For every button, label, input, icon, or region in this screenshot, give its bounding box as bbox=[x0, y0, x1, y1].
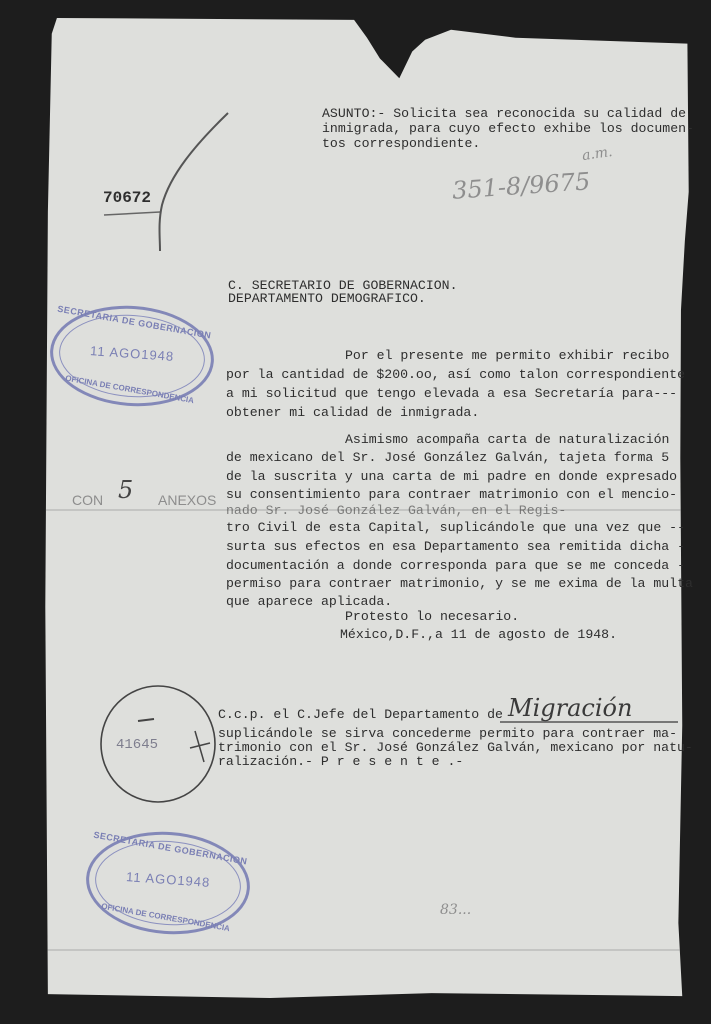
signature-underline bbox=[500, 718, 680, 726]
pencil-note-top: a.m. bbox=[581, 143, 614, 165]
stamp-title: SECRETARIA DE GOBERNACION bbox=[56, 303, 213, 341]
body-p2-line-8: documentación a donde corresponda para que se me conceda - bbox=[226, 558, 685, 573]
body-p1-line-4: obtener mi calidad de inmigrada. bbox=[226, 405, 480, 420]
ccp-line-1: C.c.p. el C.Jefe del Departamento de bbox=[218, 707, 503, 722]
annex-label-right: ANEXOS bbox=[158, 492, 217, 508]
subject-line-2: inmigrada, para cuyo efecto exhibe los documen- bbox=[322, 121, 694, 136]
stamp-date: 11 AGO1948 bbox=[125, 869, 211, 890]
body-p2-line-9: permiso para contraer matrimonio, y se me exima de la multa bbox=[226, 576, 693, 591]
ccp-line-4: ralización.- P r e s e n t e .- bbox=[218, 754, 464, 769]
subject-line-1: ASUNTO:- Solicita sea reconocida su calidad de bbox=[322, 106, 687, 121]
file-number: 351-8/9675 bbox=[451, 167, 592, 205]
annex-count: 5 bbox=[118, 476, 134, 504]
stamp-subtitle: OFICINA DE CORRESPONDENCIA bbox=[64, 373, 195, 406]
body-p2-line-6: tro Civil de esta Capital, suplicándole que una vez que -- bbox=[226, 520, 685, 535]
body-p1-line-2: por la cantidad de $200.oo, así como talon correspondiente bbox=[226, 367, 685, 382]
body-p2-line-7: surta sus efectos en esa Departamento sea remitida dicha - bbox=[226, 539, 685, 554]
body-p2-line-2: de mexicano del Sr. José González Galván, tajeta forma 5 bbox=[226, 450, 670, 465]
stamp-subtitle: OFICINA DE CORRESPONDENCIA bbox=[100, 901, 231, 934]
place-date: México,D.F.,a 11 de agosto de 1948. bbox=[340, 627, 617, 642]
ccp-line-3: trimonio con el Sr. José González Galván, mexicano por natu- bbox=[218, 740, 693, 755]
body-p2-line-4: su consentimiento para contraer matrimonio con el mencio- bbox=[226, 487, 678, 502]
stamp-date: 11 AGO1948 bbox=[89, 343, 175, 364]
pencil-note-bottom: 83... bbox=[440, 902, 472, 918]
body-p2-line-3: de la suscrita y una carta de mi padre en donde expresado bbox=[226, 469, 678, 484]
closing-formula: Protesto lo necesario. bbox=[345, 609, 520, 624]
pencil-stroke bbox=[100, 105, 240, 255]
annex-label-left: CON bbox=[72, 492, 104, 508]
subject-line-3: tos correspondiente. bbox=[322, 136, 481, 151]
body-p2-line-5: nado Sr. José González Galván, en el Regis- bbox=[226, 503, 567, 518]
handwritten-department: Migración bbox=[508, 694, 633, 722]
stamp-title: SECRETARIA DE GOBERNACION bbox=[92, 829, 249, 867]
addressee-line-2: DEPARTAMENTO DEMOGRAFICO. bbox=[228, 291, 426, 306]
body-p1-line-3: a mi solicitud que tengo elevada a esa Secretaría para--- bbox=[226, 386, 678, 401]
body-p2-line-1: Asimismo acompaña carta de naturalización bbox=[345, 432, 670, 447]
ccp-line-2: suplicándole se sirva concederme permito para contraer ma- bbox=[218, 726, 677, 741]
reference-number: 70672 bbox=[103, 189, 152, 207]
addressee-line-1: C. SECRETARIO DE GOBERNACION. bbox=[228, 278, 458, 293]
body-p1-line-1: Por el presente me permito exhibir recibo bbox=[345, 348, 670, 363]
circle-number: 41645 bbox=[116, 737, 159, 753]
body-p2-line-10: que aparece aplicada. bbox=[226, 594, 393, 609]
